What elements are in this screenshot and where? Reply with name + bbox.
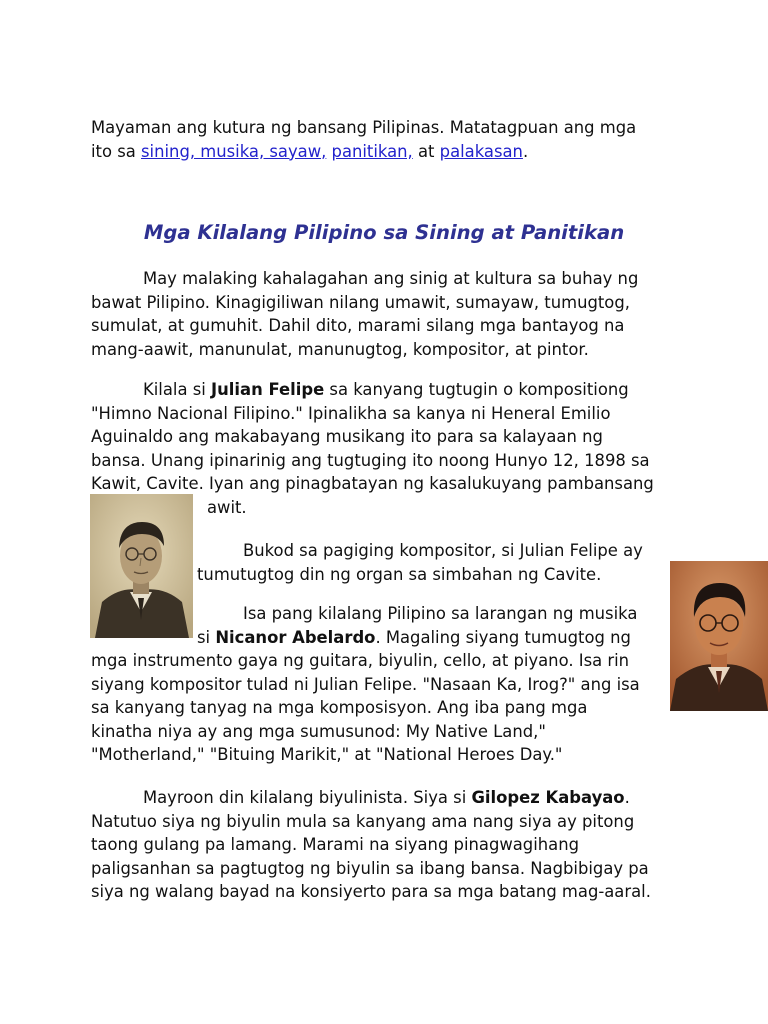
para5-line-4: paligsanhan sa pagtugtog ng biyulin sa ibang bansa. Nagbibigay pa xyxy=(91,858,649,878)
para3-line-2: tumutugtog din ng organ sa simbahan ng Cavite. xyxy=(197,564,602,584)
paragraph-gilopez-kabayao: Mayroon din kilalang biyulinista. Siya si Gilopez Kabayao. Natutuo siya ng biyulin mula sa kanyang ama nang siya ay pitong taong gulang pa lamang. Marami na siyang pinagwagihang paligsanhan sa pagtugtog ng biyulin sa ibang bansa. Nagbibigay pa siya ng walang bayad na konsiyerto para sa mga batang mag-aaral. xyxy=(91,786,741,904)
para1-line-4: mang-aawit, manunulat, manunugtog, kompositor, at pintor. xyxy=(91,339,589,359)
para2-last-line: awit. xyxy=(207,498,247,517)
paragraph-julian-organ xyxy=(197,539,677,586)
para4-line-3: mga instrumento gaya ng guitara, biyulin, cello, at piyano. Isa rin xyxy=(91,651,630,670)
para4-line-5: sa kanyang tanyag na mga komposisyon. Ang iba pang mga xyxy=(91,698,588,718)
para1-line-1: May malaking kahalagahan ang sinig at kultura sa buhay ng xyxy=(143,269,639,288)
link-panitikan[interactable]: panitikan, xyxy=(331,141,413,161)
para5-line-3: taong gulang pa lamang. Marami na siyang pinagwagihang xyxy=(91,835,579,855)
para3-line-1: Bukod sa pagiging kompositor, si Julian Felipe ay xyxy=(243,541,643,560)
para4-line-7: "Motherland," "Bituing Marikit," at "National Heroes Day." xyxy=(91,745,563,765)
para1-line-2: bawat Pilipino. Kinagigiliwan nilang umawit, sumayaw, tumugtog, xyxy=(91,292,630,312)
julian-felipe-photo xyxy=(90,494,193,638)
para5-line-2: Natutuo siya ng biyulin mula sa kanyang ama nang siya ay pitong xyxy=(91,811,635,831)
para2-line-5: Kawit, Cavite. Iyan ang pinagbatayan ng kasalukuyang pambansang xyxy=(91,474,654,494)
intro-paragraph xyxy=(91,116,731,163)
name-julian-felipe: Julian Felipe xyxy=(211,380,325,399)
para4-line-1: Isa pang kilalang Pilipino sa larangan ng musika xyxy=(243,604,638,623)
para1-line-3: sumulat, at gumuhit. Dahil dito, marami silang mga bantayog na xyxy=(91,316,625,336)
paragraph-nicanor-abelardo-rest xyxy=(91,649,731,767)
intro-line-1: Mayaman ang kutura ng bansang Pilipinas. Matatagpuan ang mga xyxy=(91,118,637,137)
intro-line-2: ito sa sining, musika, sayaw, panitikan, at palakasan. xyxy=(91,141,529,161)
name-nicanor-abelardo: Nicanor Abelardo xyxy=(215,627,376,647)
paragraph-nicanor-abelardo-intro: Isa pang kilalang Pilipino sa larangan ng musika si Nicanor Abelardo. Magaling siyang tumugtog ng xyxy=(197,604,638,647)
para5-line-5: siya ng walang bayad na konsiyerto para sa mga batang mag-aaral. xyxy=(91,882,651,902)
para4-line-4: siyang kompositor tulad ni Julian Felipe. "Nasaan Ka, Irog?" ang isa xyxy=(91,674,640,694)
para2-line-4: bansa. Unang ipinarinig ang tugtuging ito noong Hunyo 12, 1898 sa xyxy=(91,450,650,470)
link-sining-musika-sayaw[interactable]: sining, musika, sayaw, xyxy=(141,141,327,161)
nicanor-abelardo-photo xyxy=(670,561,768,711)
para4-line-6: kinatha niya ay ang mga sumusunod: My Native Land," xyxy=(91,721,546,741)
section-heading: Mga Kilalang Pilipino sa Sining at Panitikan xyxy=(143,221,625,244)
para2-line-2: "Himno Nacional Filipino." Ipinalikha sa kanya ni Heneral Emilio xyxy=(91,403,611,423)
para2-line-3: Aguinaldo ang makabayang musikang ito para sa kalayaan ng xyxy=(91,427,603,447)
name-gilopez-kabayao: Gilopez Kabayao xyxy=(471,788,625,807)
paragraph-julian-felipe: Kilala si Julian Felipe sa kanyang tugtugin o kompositiong "Himno Nacional Filipino." Ipinalikha sa kanya ni Heneral Emilio Aguinaldo ang makabayang musikang ito para sa kalayaan ng bansa. Unang ipinarinig ang tugtuging ito noong Hunyo 12, 1898 sa Kawit, Cavite. Iyan ang pinagbatayan ng kasalukuyang pambansang xyxy=(91,378,741,496)
paragraph-sining-kultura xyxy=(91,267,731,361)
link-palakasan[interactable]: palakasan xyxy=(439,141,523,161)
